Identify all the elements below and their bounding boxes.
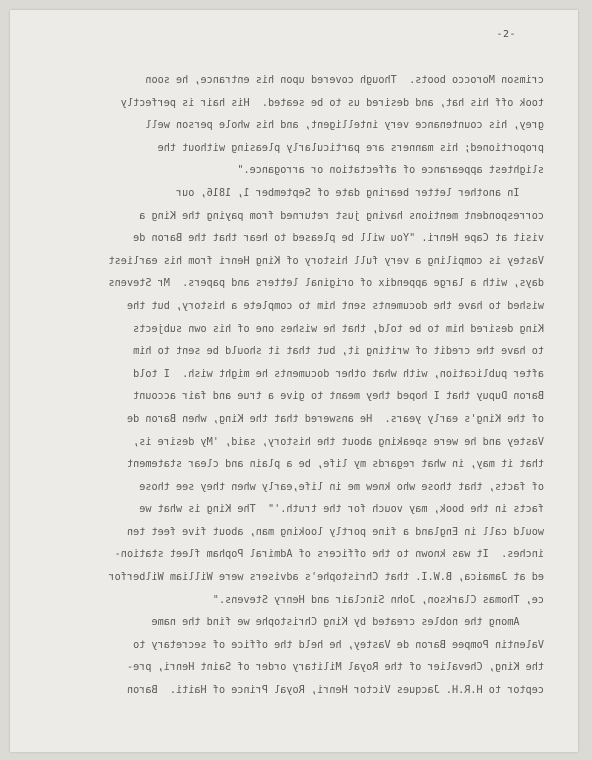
mirrored-typewritten-text <box>44 70 544 703</box>
text-line: the King, Chevalier of the Royal Military order of Saint Henri, pre- <box>126 662 544 674</box>
text-line: ceptor to H.R.H. Jacques Victor Henri, Royal Prince of Haiti. Baron <box>126 685 544 697</box>
text-line: Vastey is compiling a very full history of King Henri from his earliest <box>108 255 544 267</box>
text-line: slightest appearance of affectation or arrogance." <box>237 165 544 177</box>
text-line: took off his hat, and desired us to be seated. His hair is perfectly <box>120 97 544 109</box>
text-line: inches. It was known to the officers of Admiral Popham fleet station- <box>114 549 544 561</box>
text-line: would call in England a fine portly looking man, about five feet ten <box>126 526 544 538</box>
text-line: wished to have the documents sent him to complete a history, but the <box>126 300 544 312</box>
text-line: of the King's early years. He answered that the King, when Baron de <box>126 413 544 425</box>
text-line: Vastey and he were speaking about the history, said, 'My desire is, <box>133 436 544 448</box>
text-line: after publication, with what other documents he might wish. I told <box>133 368 544 380</box>
text-line: King desired him to be told, that he wishes one of his own subjects <box>133 323 544 335</box>
text-line: ce, Thomas Clarkson, John Sinclair and Henry Stevens." <box>212 594 544 606</box>
text-line: Valentin Pompee Baron de Vastey, he held the office of secretary to <box>133 639 544 651</box>
text-line: visit at Cape Henri. "You will be pleased to hear that the Baron de <box>133 233 544 245</box>
text-line: of facts, that those who knew me in life,early when they see those <box>139 481 544 493</box>
text-line: correspondent mentions having just returned from paying the King a <box>139 210 544 222</box>
text-line: days, with a large appendix of original letters and papers. Mr Stevens <box>108 278 544 290</box>
text-line: crimson Morocco boots. Though covered upon his entrance, he soon <box>145 75 544 86</box>
text-line: Baron Dupuy that I hoped they meant to give a true and fair account <box>133 391 544 403</box>
text-line: facts in the book, may vouch for the truth.'" The King is what we <box>139 504 544 516</box>
page-number: -2- <box>496 29 516 40</box>
text-line: that it may, in what regards my life, be a plain and clear statement <box>126 459 544 471</box>
text-line: proportioned; his manners are particularly pleasing without the <box>157 142 544 154</box>
text-line: Among the nobles created by King Christophe we find the name <box>151 617 544 629</box>
text-line: grey, his countenance very intelligent, and his whole person well <box>145 120 544 132</box>
text-line: In another letter bearing date of September 1, 1816, our <box>175 187 544 199</box>
document-page <box>10 10 578 752</box>
text-line: ed at Jamaica, B.W.I. that Christophe's advisers were William Wilberfor <box>108 572 544 584</box>
text-line: to have the credit of writing it, but that it should be sent to him <box>133 346 544 358</box>
